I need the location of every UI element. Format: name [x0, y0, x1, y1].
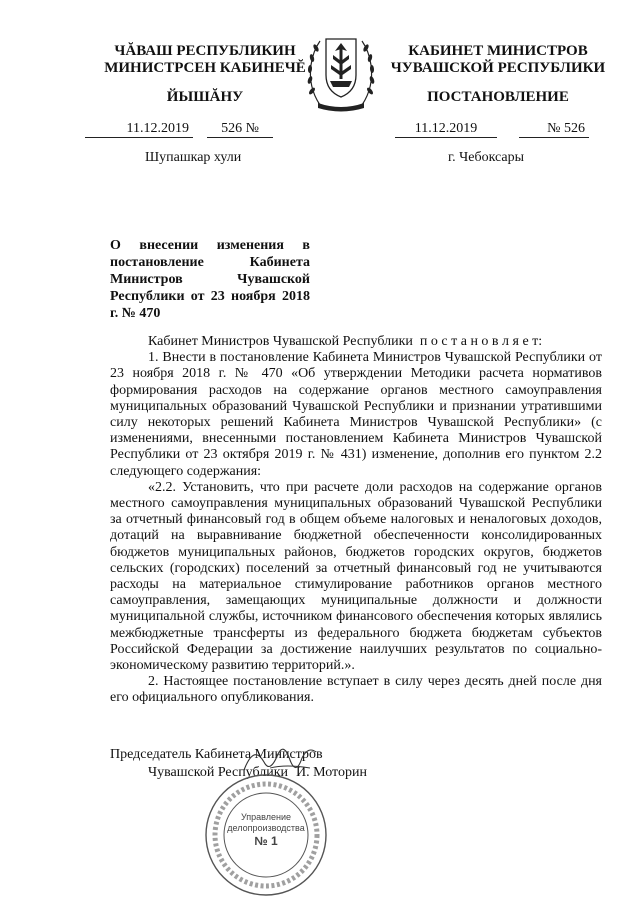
header-right-line1: КАБИНЕТ МИНИСТРОВ — [408, 43, 588, 59]
header-right-org — [388, 43, 608, 77]
paragraph-2: 2. Настоящее постановление вступает в силу через десять дней после дня его официального опубликования. — [110, 674, 602, 706]
header-left-line1: ЧĂВАШ РЕСПУБЛИКИН — [114, 43, 296, 59]
header-left-city: Шупашкар хули — [145, 150, 242, 165]
header-left-number: 526 № — [207, 121, 273, 138]
header-right-line2: ЧУВАШСКОЙ РЕСПУБЛИКИ — [390, 60, 606, 76]
document-title: О внесении изменения в постановление Кабинета Министров Чувашской Республики от 23 ноября 2018 г. № 470 — [110, 238, 310, 321]
signature-line1: Председатель Кабинета Министров — [110, 747, 323, 762]
header-right-city: г. Чебоксары — [448, 150, 525, 165]
header-right-number: № 526 — [519, 121, 589, 138]
intro-paragraph: Кабинет Министров Чувашской Республики п о с т а н о в л я е т: — [148, 334, 543, 349]
header-left-org — [90, 43, 320, 77]
official-stamp — [203, 772, 329, 898]
header-right-date: 11.12.2019 — [395, 121, 497, 138]
header-left-date-row — [85, 121, 275, 139]
header-left-line2: МИНИСТРСЕН КАБИНЕЧĔ — [104, 60, 306, 76]
signature-line2-left: Чувашской Республики — [148, 765, 289, 780]
header-left-date: 11.12.2019 — [85, 121, 193, 138]
document-body — [110, 334, 602, 707]
intro-spaced-word: п о с т а н о в л я е т: — [419, 334, 543, 349]
header-right-date-row — [395, 121, 595, 139]
signature-line2-right: И. Моторин — [296, 765, 367, 780]
paragraph-1: 1. Внести в постановление Кабинета Министров Чувашской Республики от 23 ноября 2018 г. № 470 «Об утверждении Методики расчета нормативов формирования расходов на содержание органов местного самоуправления муниципальных образований Чувашской Республики и признании утратившими силу некоторых решений Кабинета Министров Чувашской Республики» (с изменениями, внесенными постановлением Кабинета Министров Чувашской Республики от 23 октября 2019 г. № 431) изменение, дополнив его пунктом 2.2 следующего содержания: — [110, 350, 602, 479]
emblem — [300, 25, 382, 113]
header-right-doc-type: ПОСТАНОВЛЕНИЕ — [427, 89, 569, 105]
stamp-inner-text — [203, 812, 329, 849]
stamp-inner-number: № 1 — [254, 834, 278, 848]
stamp-inner-line2: делопроизводства — [227, 823, 305, 833]
stamp-inner-line1: Управление — [240, 812, 292, 822]
header-left-doc-type: ЙЫШĂНУ — [166, 89, 244, 105]
paragraph-1-quote: «2.2. Установить, что при расчете доли расходов на содержание органов местного самоуправления муниципальных образований Чувашской Республики за отчетный финансовый год в общем объеме налоговых и неналоговых доходов, дотаций на выравнивание бюджетной обеспеченности консолидированных бюджетов муниципальных районов, бюджетов городских округов, бюджетов сельских (городских) поселений за отчетный финансовый год не учитываются расходы на материальное стимулирование работников органов местного самоуправления, замещающих муниципальные должности и должности муниципальной службы, источником финансового обеспечения которых являлись межбюджетные трансферты из федерального бюджета бюджетам субъектов Российской Федерации за достижение наилучших результатов по социально-экономическому развитию территорий.». — [110, 479, 602, 674]
chuvash-emblem-icon — [300, 25, 382, 113]
